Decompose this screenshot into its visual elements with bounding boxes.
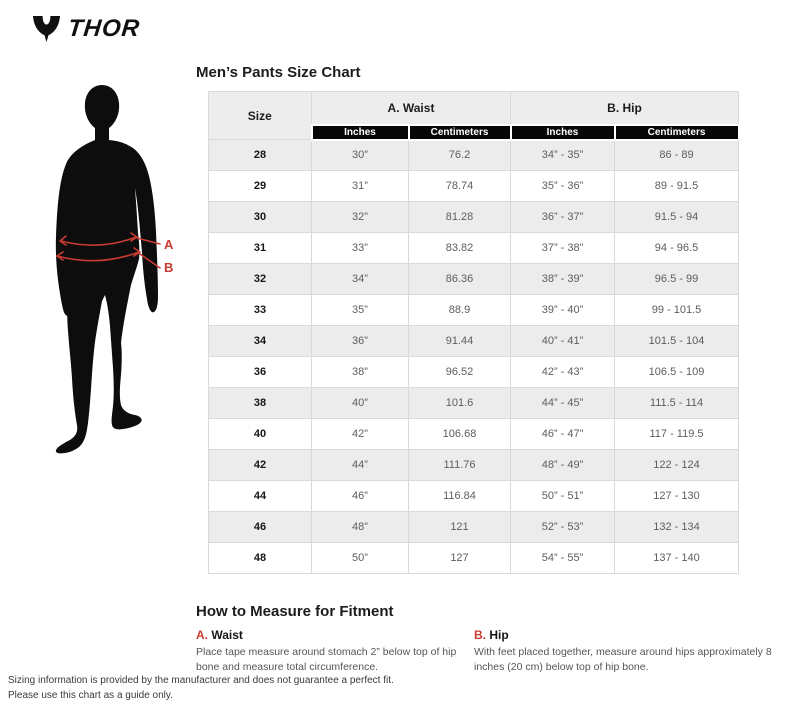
cell-waist-inches: 44” xyxy=(312,450,409,481)
cell-hip-centimeters: 86 - 89 xyxy=(615,140,739,171)
cell-hip-inches: 52” - 53” xyxy=(511,512,615,543)
size-table-row xyxy=(209,326,739,357)
cell-hip-centimeters: 101.5 - 104 xyxy=(615,326,739,357)
page-title: Men’s Pants Size Chart xyxy=(196,64,361,81)
cell-waist-inches: 32” xyxy=(312,202,409,233)
cell-waist-centimeters: 106.68 xyxy=(409,419,511,450)
thor-logo-icon xyxy=(32,15,61,44)
cell-size: 31 xyxy=(209,233,312,264)
cell-waist-centimeters: 76.2 xyxy=(409,140,511,171)
cell-hip-centimeters: 96.5 - 99 xyxy=(615,264,739,295)
hip-label-b: B xyxy=(164,260,174,275)
cell-size: 36 xyxy=(209,357,312,388)
cell-size: 44 xyxy=(209,481,312,512)
size-table-row xyxy=(209,450,739,481)
cell-hip-inches: 34” - 35” xyxy=(511,140,615,171)
measure-waist-block xyxy=(196,628,480,674)
cell-waist-centimeters: 101.6 xyxy=(409,388,511,419)
cell-waist-inches: 38” xyxy=(312,357,409,388)
size-table-row xyxy=(209,171,739,202)
measure-waist-heading xyxy=(196,628,480,642)
col-header-size: Size xyxy=(209,92,312,140)
measure-hip-name: Hip xyxy=(489,628,509,642)
cell-waist-centimeters: 81.28 xyxy=(409,202,511,233)
cell-hip-inches: 35” - 36” xyxy=(511,171,615,202)
cell-waist-centimeters: 116.84 xyxy=(409,481,511,512)
cell-hip-centimeters: 89 - 91.5 xyxy=(615,171,739,202)
size-table-row xyxy=(209,295,739,326)
waist-label-a: A xyxy=(164,237,174,252)
cell-hip-inches: 54” - 55” xyxy=(511,543,615,574)
body-measurement-figure xyxy=(54,84,179,454)
col-header-hip: B. Hip xyxy=(511,92,739,125)
cell-waist-centimeters: 91.44 xyxy=(409,326,511,357)
cell-waist-centimeters: 88.9 xyxy=(409,295,511,326)
cell-size: 46 xyxy=(209,512,312,543)
cell-size: 34 xyxy=(209,326,312,357)
cell-hip-inches: 48” - 49” xyxy=(511,450,615,481)
cell-hip-inches: 37” - 38” xyxy=(511,233,615,264)
cell-waist-inches: 33” xyxy=(312,233,409,264)
cell-size: 29 xyxy=(209,171,312,202)
measure-waist-prefix: A. xyxy=(196,628,208,642)
measure-waist-name: Waist xyxy=(211,628,243,642)
measure-hip-block xyxy=(474,628,786,674)
cell-hip-inches: 50” - 51” xyxy=(511,481,615,512)
cell-waist-inches: 35” xyxy=(312,295,409,326)
size-table-row xyxy=(209,264,739,295)
table-group-header-row xyxy=(209,92,739,125)
cell-size: 33 xyxy=(209,295,312,326)
cell-hip-centimeters: 127 - 130 xyxy=(615,481,739,512)
cell-waist-centimeters: 127 xyxy=(409,543,511,574)
cell-hip-centimeters: 122 - 124 xyxy=(615,450,739,481)
subheader-waist-centimeters: Centimeters xyxy=(409,125,511,140)
cell-waist-inches: 36” xyxy=(312,326,409,357)
cell-hip-inches: 42” - 43” xyxy=(511,357,615,388)
size-table-body xyxy=(209,140,739,574)
cell-waist-centimeters: 78.74 xyxy=(409,171,511,202)
thor-logo-text: THOR xyxy=(66,15,142,42)
cell-waist-centimeters: 86.36 xyxy=(409,264,511,295)
cell-hip-centimeters: 117 - 119.5 xyxy=(615,419,739,450)
cell-waist-inches: 40” xyxy=(312,388,409,419)
cell-size: 42 xyxy=(209,450,312,481)
cell-hip-centimeters: 94 - 96.5 xyxy=(615,233,739,264)
cell-waist-inches: 50” xyxy=(312,543,409,574)
cell-waist-inches: 31” xyxy=(312,171,409,202)
size-table-row xyxy=(209,388,739,419)
size-table-row xyxy=(209,512,739,543)
cell-waist-centimeters: 121 xyxy=(409,512,511,543)
subheader-hip-centimeters: Centimeters xyxy=(615,125,739,140)
cell-hip-centimeters: 99 - 101.5 xyxy=(615,295,739,326)
disclaimer xyxy=(8,674,394,703)
size-table-row xyxy=(209,481,739,512)
cell-hip-centimeters: 111.5 - 114 xyxy=(615,388,739,419)
size-table-row xyxy=(209,419,739,450)
measure-waist-text: Place tape measure around stomach 2” below top of hip bone and measure total circumference. xyxy=(196,646,457,673)
measure-section-title: How to Measure for Fitment xyxy=(196,603,394,620)
cell-hip-centimeters: 106.5 - 109 xyxy=(615,357,739,388)
cell-waist-inches: 30” xyxy=(312,140,409,171)
cell-hip-centimeters: 91.5 - 94 xyxy=(615,202,739,233)
cell-waist-centimeters: 111.76 xyxy=(409,450,511,481)
subheader-hip-inches: Inches xyxy=(511,125,615,140)
cell-hip-inches: 38” - 39” xyxy=(511,264,615,295)
size-table-row xyxy=(209,543,739,574)
cell-waist-inches: 46” xyxy=(312,481,409,512)
subheader-waist-inches: Inches xyxy=(312,125,409,140)
size-table-row xyxy=(209,233,739,264)
cell-hip-centimeters: 137 - 140 xyxy=(615,543,739,574)
cell-size: 28 xyxy=(209,140,312,171)
cell-size: 48 xyxy=(209,543,312,574)
cell-hip-inches: 40” - 41” xyxy=(511,326,615,357)
cell-size: 38 xyxy=(209,388,312,419)
disclaimer-line-2: Please use this chart as a guide only. xyxy=(8,689,173,701)
size-table-row xyxy=(209,140,739,171)
col-header-waist: A. Waist xyxy=(312,92,511,125)
cell-size: 40 xyxy=(209,419,312,450)
male-silhouette-graphic xyxy=(54,84,179,454)
disclaimer-line-1: Sizing information is provided by the manufacturer and does not guarantee a perfect fit. xyxy=(8,675,394,686)
cell-waist-centimeters: 83.82 xyxy=(409,233,511,264)
cell-waist-inches: 34” xyxy=(312,264,409,295)
size-table xyxy=(208,91,740,574)
cell-waist-inches: 48” xyxy=(312,512,409,543)
size-table-row xyxy=(209,202,739,233)
cell-hip-inches: 44” - 45” xyxy=(511,388,615,419)
measure-hip-text: With feet placed together, measure around hips approximately 8 inches (20 cm) below top of hip bone. xyxy=(474,646,772,673)
cell-hip-inches: 39” - 40” xyxy=(511,295,615,326)
cell-hip-inches: 46” - 47” xyxy=(511,419,615,450)
measure-hip-prefix: B. xyxy=(474,628,486,642)
male-silhouette xyxy=(56,85,158,453)
cell-hip-centimeters: 132 - 134 xyxy=(615,512,739,543)
cell-size: 32 xyxy=(209,264,312,295)
size-table-row xyxy=(209,357,739,388)
measure-hip-heading xyxy=(474,628,786,642)
cell-waist-inches: 42” xyxy=(312,419,409,450)
cell-waist-centimeters: 96.52 xyxy=(409,357,511,388)
cell-size: 30 xyxy=(209,202,312,233)
thor-logo[interactable] xyxy=(32,13,140,45)
cell-hip-inches: 36” - 37” xyxy=(511,202,615,233)
